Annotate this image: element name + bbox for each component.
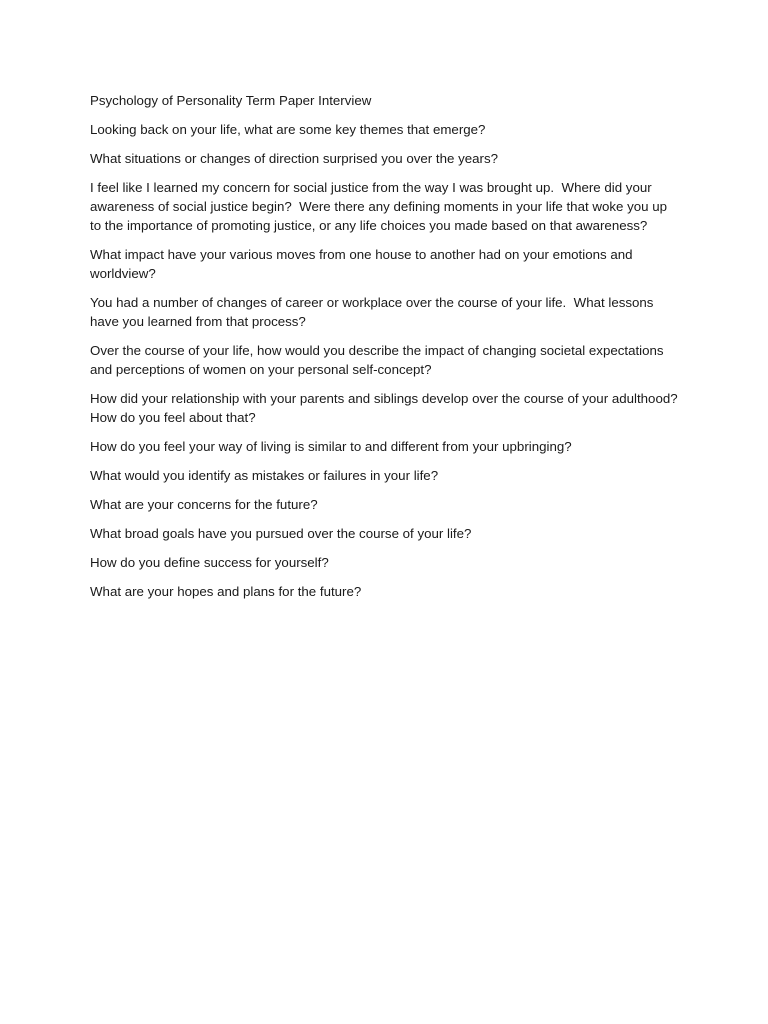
- document-title: Psychology of Personality Term Paper Interview: [90, 93, 372, 108]
- question-paragraph: How do you define success for yourself?: [90, 555, 329, 570]
- question-paragraph: What are your concerns for the future?: [90, 497, 318, 512]
- question-paragraph: You had a number of changes of career or workplace over the course of your life. What lessons have you learned from that process?: [90, 295, 658, 329]
- question-paragraph: What would you identify as mistakes or failures in your life?: [90, 468, 439, 483]
- question-paragraph: I feel like I learned my concern for social justice from the way I was brought up. Where did your awareness of social justice begin? Were there any defining moments in your life that woke you up to the importance of promoting justice, or any life choices you made based on that awareness?: [90, 180, 671, 233]
- question-paragraph: Looking back on your life, what are some key themes that emerge?: [90, 122, 486, 137]
- question-paragraph: What are your hopes and plans for the future?: [90, 584, 362, 599]
- question-paragraph: Over the course of your life, how would you describe the impact of changing societal expectations and perceptions of women on your personal self-concept?: [90, 343, 668, 377]
- question-paragraph: How do you feel your way of living is similar to and different from your upbringing?: [90, 439, 572, 454]
- document-body: [90, 91, 686, 611]
- question-paragraph: How did your relationship with your parents and siblings develop over the course of your adulthood? How do you feel about that?: [90, 391, 686, 425]
- question-paragraph: What situations or changes of direction surprised you over the years?: [90, 151, 498, 166]
- question-paragraph: What impact have your various moves from one house to another had on your emotions and worldview?: [90, 247, 637, 281]
- question-paragraph: What broad goals have you pursued over the course of your life?: [90, 526, 472, 541]
